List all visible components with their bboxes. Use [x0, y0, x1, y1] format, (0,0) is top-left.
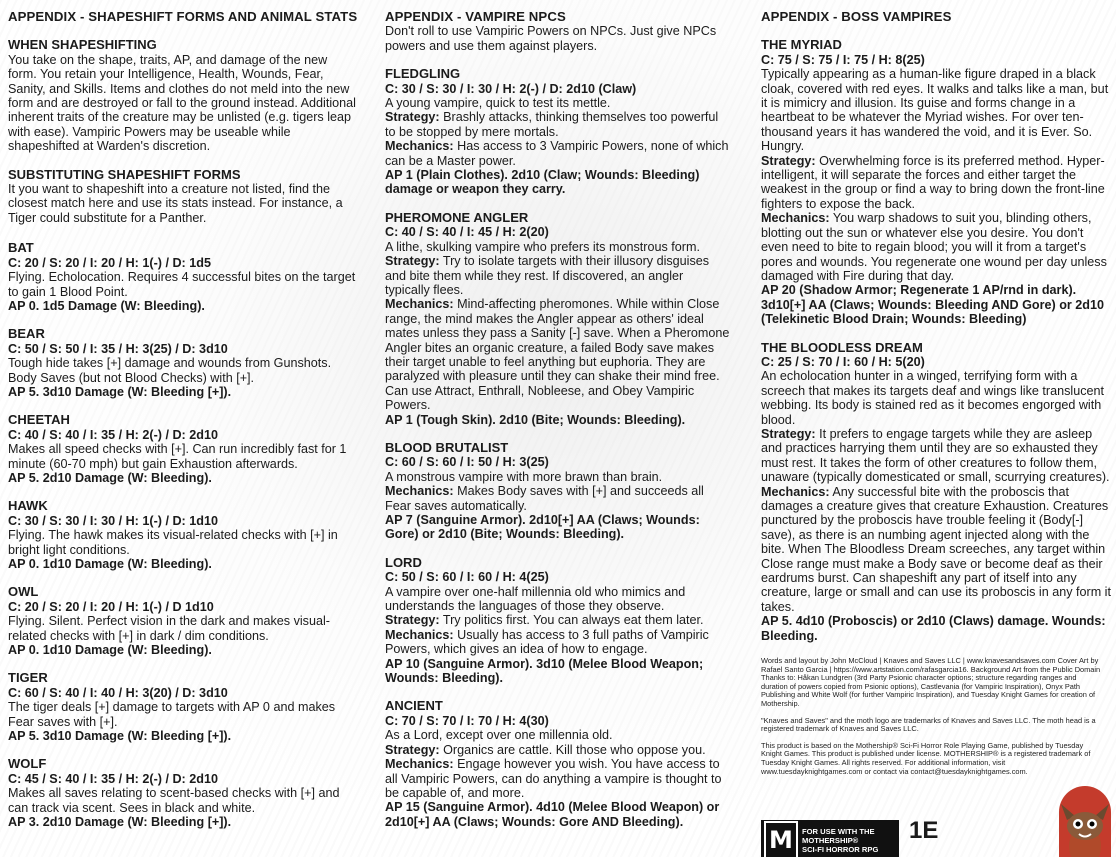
boss-mechanics-label: Mechanics: — [761, 211, 830, 226]
credits — [761, 657, 1101, 776]
animal-ap: AP 0. 1d10 Damage (W: Bleeding). — [8, 557, 212, 571]
column-title: APPENDIX - SHAPESHIFT FORMS AND ANIMAL STATS — [8, 9, 358, 24]
animal-name: HAWK — [8, 498, 48, 514]
npc-mechanics — [385, 139, 730, 168]
npc-entry — [385, 556, 730, 686]
animal-stats: C: 45 / S: 40 / I: 35 / H: 2(-) / D: 2d10 — [8, 771, 218, 786]
animal-stats: C: 40 / S: 40 / I: 35 / H: 2(-) / D: 2d10 — [8, 427, 218, 442]
shapeshift-column — [8, 10, 358, 844]
animal-name: BEAR — [8, 326, 45, 342]
boss-ap: AP 20 (Shadow Armor; Regenerate 1 AP/rnd in dark). 3d10[+] AA (Claws; Wounds: Bleeding AND Gore) or 2d10 (Telekinetic Blood Drain; Wounds: Bleeding) — [761, 283, 1104, 327]
npc-stats: C: 50 / S: 60 / I: 60 / H: 4(25) — [385, 570, 549, 585]
animal-list — [8, 241, 358, 829]
boss-column — [761, 10, 1111, 857]
npc-mechanics — [385, 297, 730, 412]
column-title: APPENDIX - VAMPIRE NPCS — [385, 9, 566, 24]
npc-mechanics-label: Mechanics: — [385, 484, 454, 499]
boss-strategy — [761, 154, 1111, 212]
npc-mechanics-text: Engage however you wish. You have access to all Vampiric Powers, can do anything a vampire is thought to be capable of, and more. — [385, 757, 722, 800]
boss-strategy-label: Strategy: — [761, 426, 816, 441]
animal-name: TIGER — [8, 670, 48, 686]
animal-description: Makes all saves relating to scent-based checks with [+] and can track via scent. Sees in black and white. — [8, 786, 340, 815]
boss-strategy-text: It prefers to engage targets while they are asleep and practices harrying them until they are so exhausted they must rest. It takes the form of other creatures to follow them, unaware (typically domesticated or small, scurrying creatures). — [761, 426, 1110, 485]
animal-ap: AP 0. 1d5 Damage (W: Bleeding). — [8, 298, 205, 313]
animal-ap: AP 3. 2d10 Damage (W: Bleeding [+]). — [8, 815, 232, 830]
npc-mechanics-label: Mechanics: — [385, 627, 454, 642]
npc-entry — [385, 211, 730, 427]
animal-description: Flying. Echolocation. Requires 4 successful bites on the target to gain 1 Blood Point. — [8, 270, 356, 299]
section-heading: WHEN SHAPESHIFTING — [8, 37, 157, 53]
npc-mechanics — [385, 484, 730, 513]
logo-area — [761, 784, 1111, 857]
npc-entry — [385, 441, 730, 542]
animal-ap: AP 5. 3d10 Damage (W: Bleeding [+]). — [8, 384, 232, 399]
npc-strategy-label: Strategy: — [385, 254, 440, 269]
npc-strategy-text: Organics are cattle. Kill those who oppose you. — [443, 742, 706, 757]
npc-column — [385, 10, 730, 843]
npc-strategy-text: Try to isolate targets with their illusory disguises and bite them while they rest. If discovered, an angler typically flees. — [385, 254, 710, 297]
animal-entry — [8, 413, 358, 485]
npc-mechanics — [385, 628, 730, 657]
boss-mechanics-text: Any successful bite with the proboscis that damages a creature gives that creature Exhaustion. Creatures punctured by the proboscis have trouble feeling it (Body[-] save), as there is an numbing agent injected along with the bite. When The Bloodless Dream screeches, any target within Close range must make a Body save or become deaf as their eardrums burst. Can shapeshift any part of itself into any creature, large or small and can use its proboscis in any form it takes. — [761, 484, 1111, 614]
animal-entry — [8, 757, 358, 829]
animal-ap: AP 5. 3d10 Damage (W: Bleeding [+]). — [8, 729, 232, 744]
animal-entry — [8, 241, 358, 313]
animal-entry — [8, 671, 358, 743]
boss-mechanics-text: You warp shadows to suit you, blinding others, blotting out the sun or whatever else you desire. You don't even need to bite to regain blood; you will it from a target's pores and wounds. You regenerate one wound per day unless damaged with Fire during that day. — [761, 211, 1107, 283]
animal-description: Flying. Silent. Perfect vision in the dark and makes visual-related checks with [+] in dark / dim conditions. — [8, 614, 330, 643]
animal-name: CHEETAH — [8, 412, 70, 428]
section-text: You take on the shape, traits, AP, and damage of the new form. You retain your Intelligence, Health, Wounds, Fear, Sanity, and Skills. Items and clothes do not meld into the new form and are destroyed or fall to the ground instead. Additional inherent traits of the creature may be unlisted (e.g. tigers leap with ease). Vampiric Powers may be useable while shapeshifted at Warden's discretion. — [8, 52, 356, 154]
npc-stats: C: 40 / S: 40 / I: 45 / H: 2(20) — [385, 225, 549, 240]
npc-entry — [385, 67, 730, 197]
animal-stats: C: 60 / S: 40 / I: 40 / H: 3(20) / D: 3d10 — [8, 685, 228, 700]
npc-ap: AP 1 (Plain Clothes). 2d10 (Claw; Wounds: Bleeding) damage or weapon they carry. — [385, 168, 700, 197]
npc-mechanics-text: Has access to 3 Vampiric Powers, none of which can be a Master power. — [385, 139, 729, 168]
mothership-m-icon: M — [764, 821, 798, 857]
npc-name: ANCIENT — [385, 698, 443, 714]
credits-paragraph: "Knaves and Saves" and the moth logo are trademarks of Knaves and Saves LLC. The moth head is a registered trademark of Knaves and Saves LLC. — [761, 715, 1096, 734]
npc-stats: C: 70 / S: 70 / I: 70 / H: 4(30) — [385, 713, 549, 728]
npc-entry — [385, 699, 730, 829]
boss-description: An echolocation hunter in a winged, terrifying form with a screech that makes its targets deaf and wings like translucent webbing. Its body is stained red as it becomes engorged with blood. — [761, 369, 1105, 427]
logo-text — [802, 827, 878, 854]
npc-name: LORD — [385, 554, 422, 570]
boss-list — [761, 38, 1111, 643]
boss-stats: C: 25 / S: 70 / I: 60 / H: 5(20) — [761, 354, 925, 369]
animal-stats: C: 50 / S: 50 / I: 35 / H: 3(25) / D: 3d10 — [8, 341, 228, 356]
npc-mechanics — [385, 757, 730, 800]
boss-mechanics — [761, 485, 1111, 615]
npc-stats: C: 30 / S: 30 / I: 30 / H: 2(-) / D: 2d10 (Claw) — [385, 81, 637, 96]
boss-strategy-label: Strategy: — [761, 153, 816, 168]
npc-strategy — [385, 613, 730, 627]
npc-name: FLEDGLING — [385, 66, 461, 82]
section-text: It you want to shapeshift into a creature not listed, find the closest match here and use its stats instead. For instance, a Tiger could substitute for a Panther. — [8, 182, 343, 225]
npc-strategy — [385, 254, 730, 297]
animal-entry — [8, 499, 358, 571]
section-heading: SUBSTITUTING SHAPESHIFT FORMS — [8, 166, 241, 182]
mothership-logo — [761, 820, 899, 857]
npc-ap: AP 10 (Sanguine Armor). 3d10 (Melee Blood Weapon; Wounds: Bleeding). — [385, 656, 704, 686]
animal-description: Flying. The hawk makes its visual-related checks with [+] in bright light conditions. — [8, 528, 338, 557]
animal-name: BAT — [8, 240, 34, 256]
npc-strategy-label: Strategy: — [385, 742, 440, 757]
boss-strategy-text: Overwhelming force is its preferred method. Hyper-intelligent, it will separate the forces and either target the weakest in the group or find a way to bring down the front-line fighters to expose the back. — [761, 153, 1105, 211]
credits-paragraph: Words and layout by John McCloud | Knaves and Saves LLC | www.knavesandsaves.com Cover Art by Rafael Santo Garcia | https://www.artstation.com/rafasgarcia16. Background Art from the Public Domain Thanks to: Håkan Lundgren (3rd Party Psionic character options; structure regarding ranges and duration of powers copied from Psionic options), Castlevania (for Vampiric Inspiration), Onyx Path Publishing and White Wolf (for further Vampiric Inspiration), and Tuesday Knight Games for creation of Mothership. — [761, 656, 1101, 709]
boss-strategy — [761, 427, 1111, 485]
npc-description: A monstrous vampire with more brawn than brain. — [385, 469, 663, 484]
logo-line: SCI-FI HORROR RPG — [802, 844, 879, 854]
npc-strategy-label: Strategy: — [385, 110, 440, 125]
npc-mechanics-label: Mechanics: — [385, 297, 454, 312]
when-shapeshifting-section — [8, 38, 358, 153]
npc-strategy-label: Strategy: — [385, 613, 440, 628]
npc-name: BLOOD BRUTALIST — [385, 439, 509, 455]
animal-name: WOLF — [8, 756, 47, 772]
animal-name: OWL — [8, 584, 39, 600]
boss-mechanics-label: Mechanics: — [761, 484, 830, 499]
column-title: APPENDIX - BOSS VAMPIRES — [761, 9, 952, 24]
npc-name: PHEROMONE ANGLER — [385, 209, 529, 225]
npc-mechanics-text: Mind-affecting pheromones. While within Close range, the mind makes the Angler appear as others' ideal mates unless they pass a Sanity [-] save. When a Pheromone Angler bites an organic creature, a failed Body save makes their target unable to feel anything but euphoria. They are paralyzed with pleasure until they can shake their mind free. Can use Attract, Enthrall, Nobleese, and Obey Vampiric Powers. — [385, 297, 730, 413]
animal-entry — [8, 327, 358, 399]
npc-strategy-text: Brashly attacks, thinking themselves too powerful to be stopped by mere mortals. — [385, 110, 719, 139]
animal-ap: AP 5. 2d10 Damage (W: Bleeding). — [8, 470, 212, 485]
npc-mechanics-text: Makes Body saves with [+] and succeeds all Fear saves automatically. — [385, 484, 704, 513]
npc-mechanics-label: Mechanics: — [385, 757, 454, 772]
npc-ap: AP 15 (Sanguine Armor). 4d10 (Melee Blood Weapon) or 2d10[+] AA (Claws; Wounds: Gore AND Bleeding). — [385, 800, 720, 829]
animal-entry — [8, 585, 358, 657]
boss-name: THE BLOODLESS DREAM — [761, 339, 923, 355]
edition-label: 1E — [909, 817, 939, 845]
npc-intro: Don't roll to use Vampiric Powers on NPCs. Just give NPCs powers and use them against players. — [385, 24, 717, 53]
boss-stats: C: 75 / S: 75 / I: 75 / H: 8(25) — [761, 52, 925, 67]
animal-description: The tiger deals [+] damage to targets with AP 0 and makes Fear saves with [+]. — [8, 700, 336, 729]
npc-stats: C: 60 / S: 60 / I: 50 / H: 3(25) — [385, 455, 549, 470]
substituting-section — [8, 168, 358, 226]
boss-entry — [761, 341, 1111, 644]
npc-strategy — [385, 743, 730, 757]
npc-mechanics-text: Usually has access to 3 full paths of Vampiric Powers, which gives an idea of how to engage. — [385, 627, 709, 657]
boss-ap: AP 5. 4d10 (Proboscis) or 2d10 (Claws) damage. Wounds: Bleeding. — [761, 614, 1106, 643]
animal-ap: AP 0. 1d10 Damage (W: Bleeding). — [8, 643, 212, 658]
npc-strategy — [385, 110, 730, 139]
boss-entry — [761, 38, 1111, 326]
npc-description: As a Lord, except over one millennia old. — [385, 728, 613, 743]
animal-stats: C: 20 / S: 20 / I: 20 / H: 1(-) / D 1d10 — [8, 599, 214, 614]
animal-stats: C: 20 / S: 20 / I: 20 / H: 1(-) / D: 1d5 — [8, 255, 211, 270]
boss-name: THE MYRIAD — [761, 37, 842, 53]
credits-paragraph: This product is based on the Mothership® Sci-Fi Horror Role Playing Game, published by Tuesday Knight Games. This product is published under license. MOTHERSHIP® is a registered trademark of Tuesday Knight Games. All rights reserved. For additional information, visit www.tuesdayknightgames.com or contact via contact@tuesdayknightgames.com. — [761, 740, 1091, 776]
npc-ap: AP 7 (Sanguine Armor). 2d10[+] AA (Claws; Wounds: Gore) or 2d10 (Bite; Wounds: Bleeding). — [385, 513, 700, 542]
animal-description: Tough hide takes [+] damage and wounds from Gunshots. Body Saves (but not Blood Checks) with [+]. — [8, 356, 332, 385]
npc-strategy-text: Try politics first. You can always eat them later. — [442, 613, 704, 628]
npc-description: A vampire over one-half millennia old who mimics and understands the languages of those they observe. — [385, 584, 686, 614]
npc-description: A young vampire, quick to test its mettle. — [385, 96, 611, 111]
npc-mechanics-label: Mechanics: — [385, 139, 454, 154]
npc-description: A lithe, skulking vampire who prefers its monstrous form. — [385, 239, 700, 254]
npc-list — [385, 67, 730, 829]
animal-stats: C: 30 / S: 30 / I: 30 / H: 1(-) / D: 1d10 — [8, 513, 218, 528]
logo-line: FOR USE WITH THE — [802, 826, 875, 836]
npc-ap: AP 1 (Tough Skin). 2d10 (Bite; Wounds: Bleeding). — [385, 412, 686, 427]
animal-description: Makes all speed checks with [+]. Can run incredibly fast for 1 minute (60-70 mph) but gain Exhaustion afterwards. — [8, 442, 347, 471]
logo-line: MOTHERSHIP® — [802, 835, 859, 845]
boss-mechanics — [761, 211, 1111, 283]
moth-mascot-icon — [1059, 786, 1111, 857]
boss-description: Typically appearing as a human-like figure draped in a black cloak, covered with red eyes. It walks and talks like a man, but it is mimicry and illusion. Its guise and forms change in a heartbeat to be whatever the Myriad wishes. For over ten-thousand years it has wandered the void, and it is Ever. So. Hungry. — [761, 67, 1109, 154]
